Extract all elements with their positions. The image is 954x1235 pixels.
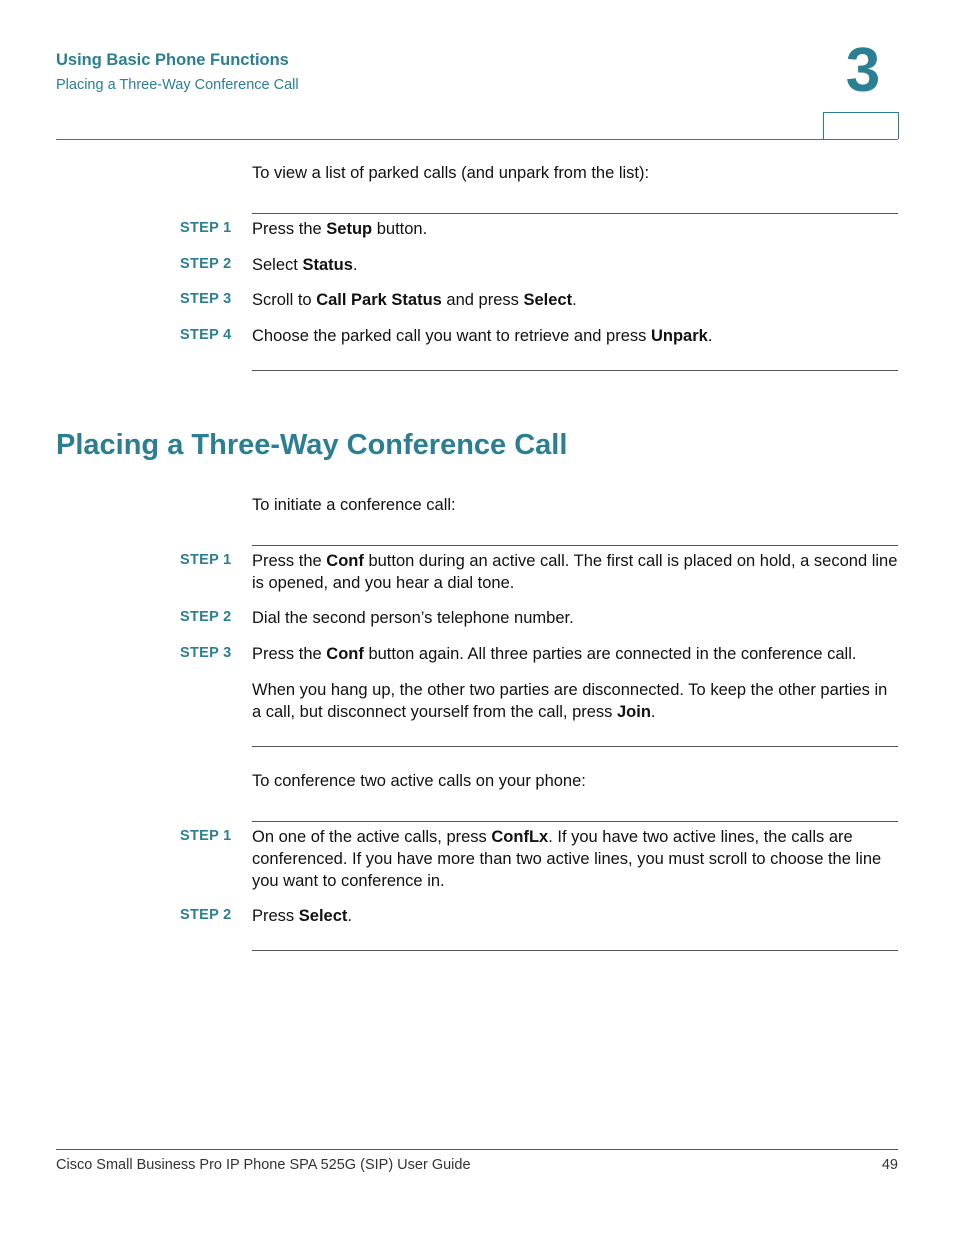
conference-step-1-text: Press the Conf button during an active call. The first call is placed on hold, a second line is opened, and you hear a dial tone. [252, 552, 898, 592]
parked-step-2-label: STEP 2 [180, 256, 232, 272]
conference-step-2-text: Dial the second person’s telephone number. [252, 609, 574, 627]
parked-step-2-text: Select Status. [252, 256, 358, 274]
conference-note: When you hang up, the other two parties are disconnected. To keep the other parties in a call, but disconnect yourself from the call, press Join. [252, 681, 888, 721]
conference-top-rule [252, 545, 898, 546]
active-step-1-text: On one of the active calls, press ConfLx. If you have two active lines, the calls are conferenced. If you have more than two active lines, you must scroll to choose the line you want to conference in. [252, 828, 882, 890]
active-top-rule [252, 821, 898, 822]
active-intro: To conference two active calls on your phone: [252, 772, 586, 790]
page-number: 49 [881, 1157, 898, 1173]
parked-step-4-label: STEP 4 [180, 327, 232, 343]
active-step-1-label: STEP 1 [180, 828, 232, 844]
parked-top-rule [252, 213, 898, 214]
conference-step-3-text: Press the Conf button again. All three parties are connected in the conference call. [252, 645, 857, 663]
header-rule [56, 139, 898, 140]
parked-step-1-label: STEP 1 [180, 220, 232, 236]
conference-step-3-label: STEP 3 [180, 645, 232, 661]
active-bottom-rule [252, 950, 898, 951]
conference-bottom-rule [252, 746, 898, 747]
active-step-2-label: STEP 2 [180, 907, 232, 923]
parked-step-3-label: STEP 3 [180, 291, 232, 307]
chapter-tab [823, 112, 899, 139]
parked-step-3-text: Scroll to Call Park Status and press Select. [252, 291, 577, 309]
parked-step-1-text: Press the Setup button. [252, 220, 428, 238]
conference-step-1-label: STEP 1 [180, 552, 232, 568]
running-header-subsection: Placing a Three-Way Conference Call [56, 77, 299, 93]
chapter-number: 3 [845, 36, 881, 105]
conference-intro: To initiate a conference call: [252, 496, 456, 514]
running-header-section: Using Basic Phone Functions [56, 51, 289, 69]
parked-bottom-rule [252, 370, 898, 371]
parked-intro: To view a list of parked calls (and unpark from the list): [252, 164, 650, 182]
section-title: Placing a Three-Way Conference Call [56, 429, 568, 461]
footer-rule [56, 1149, 898, 1150]
parked-step-4-text: Choose the parked call you want to retrieve and press Unpark. [252, 327, 713, 345]
conference-step-2-label: STEP 2 [180, 609, 232, 625]
footer-title: Cisco Small Business Pro IP Phone SPA 525G (SIP) User Guide [56, 1157, 471, 1173]
active-step-2-text: Press Select. [252, 907, 352, 925]
